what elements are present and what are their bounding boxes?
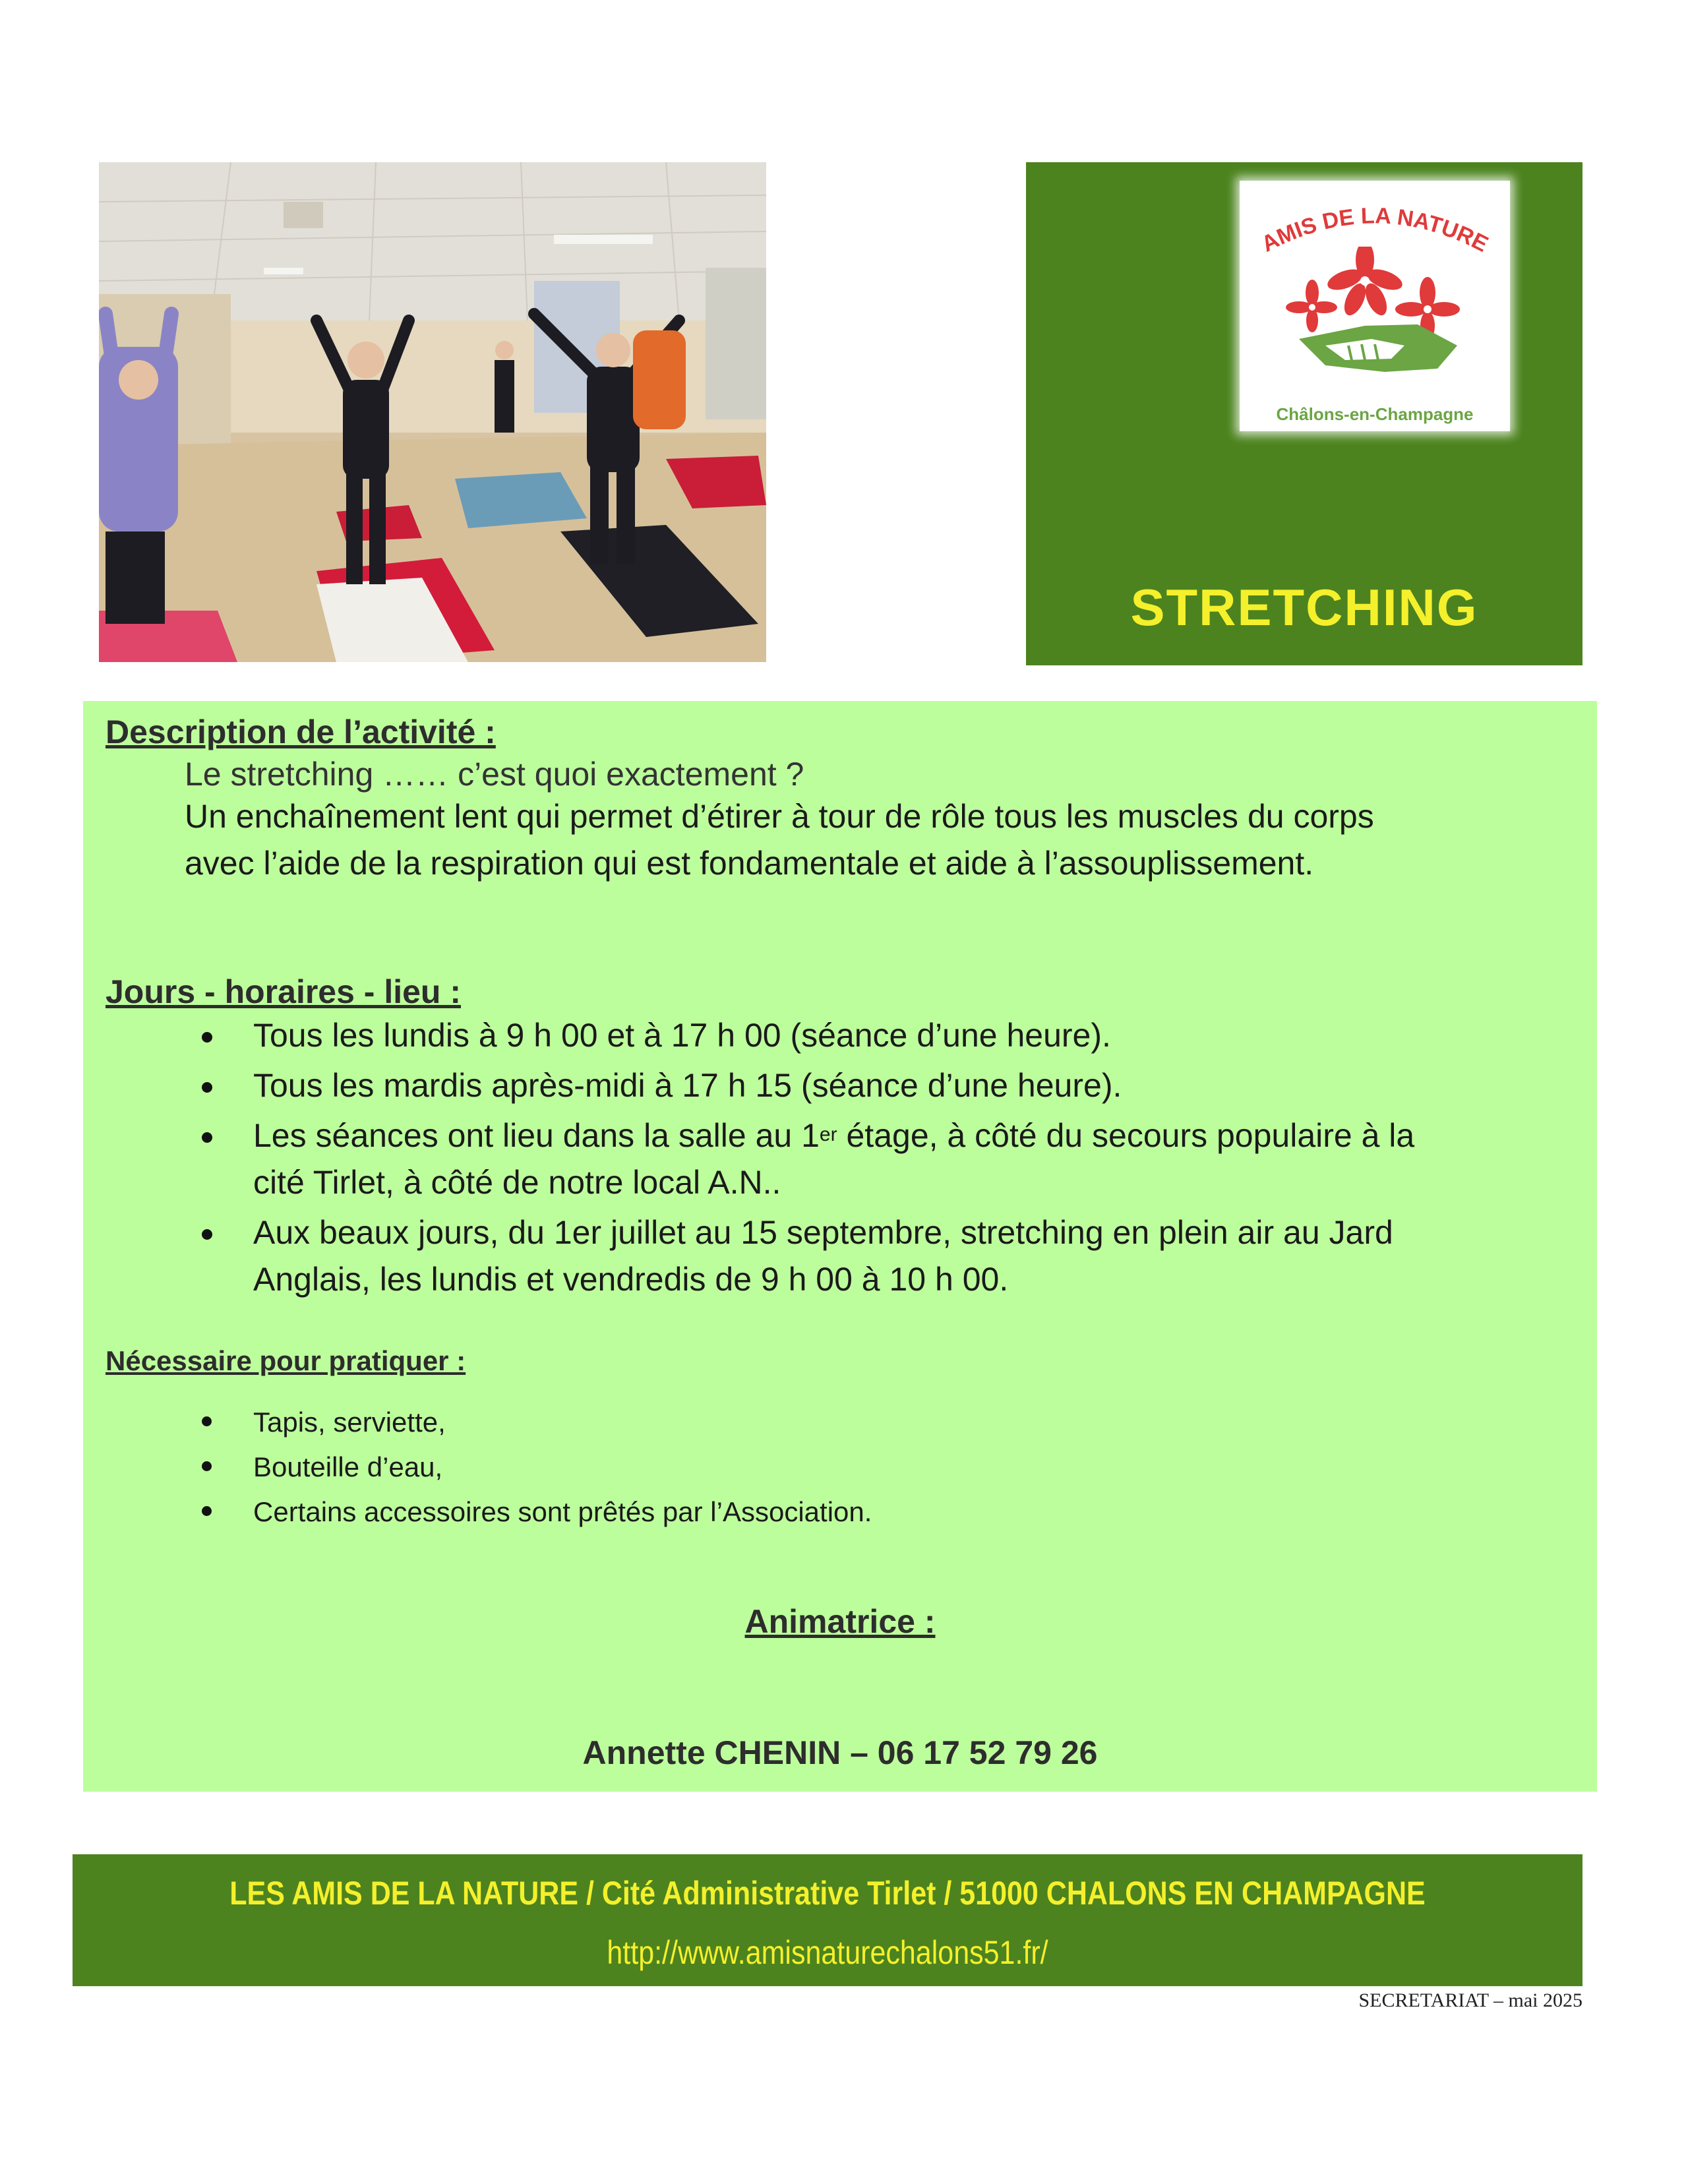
description-line-1: Un enchaînement lent qui permet d’étirer à tour de rôle tous les muscles du corps xyxy=(185,798,1374,835)
bullet-icon xyxy=(202,1082,212,1093)
list-item xyxy=(83,1209,1414,1303)
schedule-item-text: étage, à côté du secours populaire à la xyxy=(837,1117,1415,1154)
bullet-icon xyxy=(202,1229,212,1240)
bullet-icon xyxy=(202,1032,212,1043)
description-line-2: avec l’aide de la respiration qui est fondamentale et aide à l’assouplissement. xyxy=(185,845,1314,882)
list-item xyxy=(83,1400,872,1445)
page-title: STRETCHING xyxy=(1130,578,1478,636)
footer-website-link[interactable]: http://www.amisnaturechalons51.fr/ xyxy=(607,1934,1048,1971)
logo-panel xyxy=(1026,162,1582,665)
instructor-contact: Annette CHENIN – 06 17 52 79 26 xyxy=(582,1734,1098,1771)
description-question: Le stretching …… c’est quoi exactement ? xyxy=(185,756,804,793)
list-item xyxy=(83,1445,872,1490)
list-item xyxy=(83,1012,1414,1059)
class-photo xyxy=(99,162,766,662)
instructor-heading: Animatrice : xyxy=(744,1603,936,1640)
description-heading: Description de l’activité : xyxy=(106,713,496,750)
flowers-handshake-icon xyxy=(1286,247,1464,379)
bullet-icon xyxy=(202,1416,212,1426)
needs-item-text: Bouteille d’eau, xyxy=(253,1451,443,1482)
superscript: er xyxy=(819,1124,837,1145)
class-photo-illustration xyxy=(99,162,766,662)
list-item xyxy=(83,1062,1414,1109)
needs-item-text: Tapis, serviette, xyxy=(253,1407,446,1438)
needs-item-text: Certains accessoires sont prêtés par l’Association. xyxy=(253,1496,872,1527)
footer-band xyxy=(73,1854,1582,1986)
schedule-item-text: Aux beaux jours, du 1er juillet au 15 septembre, stretching en plein air au Jard xyxy=(253,1214,1393,1251)
schedule-item-text: Tous les lundis à 9 h 00 et à 17 h 00 (séance d’une heure). xyxy=(253,1017,1111,1054)
schedule-heading: Jours - horaires - lieu : xyxy=(106,973,462,1010)
list-item xyxy=(83,1112,1414,1206)
schedule-item-text: Tous les mardis après-midi à 17 h 15 (séance d’une heure). xyxy=(253,1067,1122,1104)
activity-info-box xyxy=(83,701,1597,1792)
needs-list xyxy=(83,1400,872,1534)
svg-text:AMIS DE LA NATURE: AMIS DE LA NATURE xyxy=(1257,203,1492,257)
footer-address: LES AMIS DE LA NATURE / Cité Administrative Tirlet / 51000 CHALONS EN CHAMPAGNE xyxy=(229,1875,1426,1912)
logo-city-text: Châlons-en-Champagne xyxy=(1276,404,1474,424)
schedule-item-text: cité Tirlet, à côté de notre local A.N.. xyxy=(253,1164,781,1201)
schedule-item-text: Anglais, les lundis et vendredis de 9 h 00 à 10 h 00. xyxy=(253,1261,1009,1298)
list-item xyxy=(83,1490,872,1534)
bullet-icon xyxy=(202,1506,212,1516)
schedule-item-text: Les séances ont lieu dans la salle au 1 xyxy=(253,1117,820,1154)
secretariat-note: SECRETARIAT – mai 2025 xyxy=(1358,1989,1582,2011)
amis-de-la-nature-logo xyxy=(1240,181,1510,431)
bullet-icon xyxy=(202,1461,212,1471)
bullet-icon xyxy=(202,1132,212,1143)
schedule-list xyxy=(83,1012,1414,1303)
needs-heading: Nécessaire pour pratiquer : xyxy=(106,1345,466,1376)
